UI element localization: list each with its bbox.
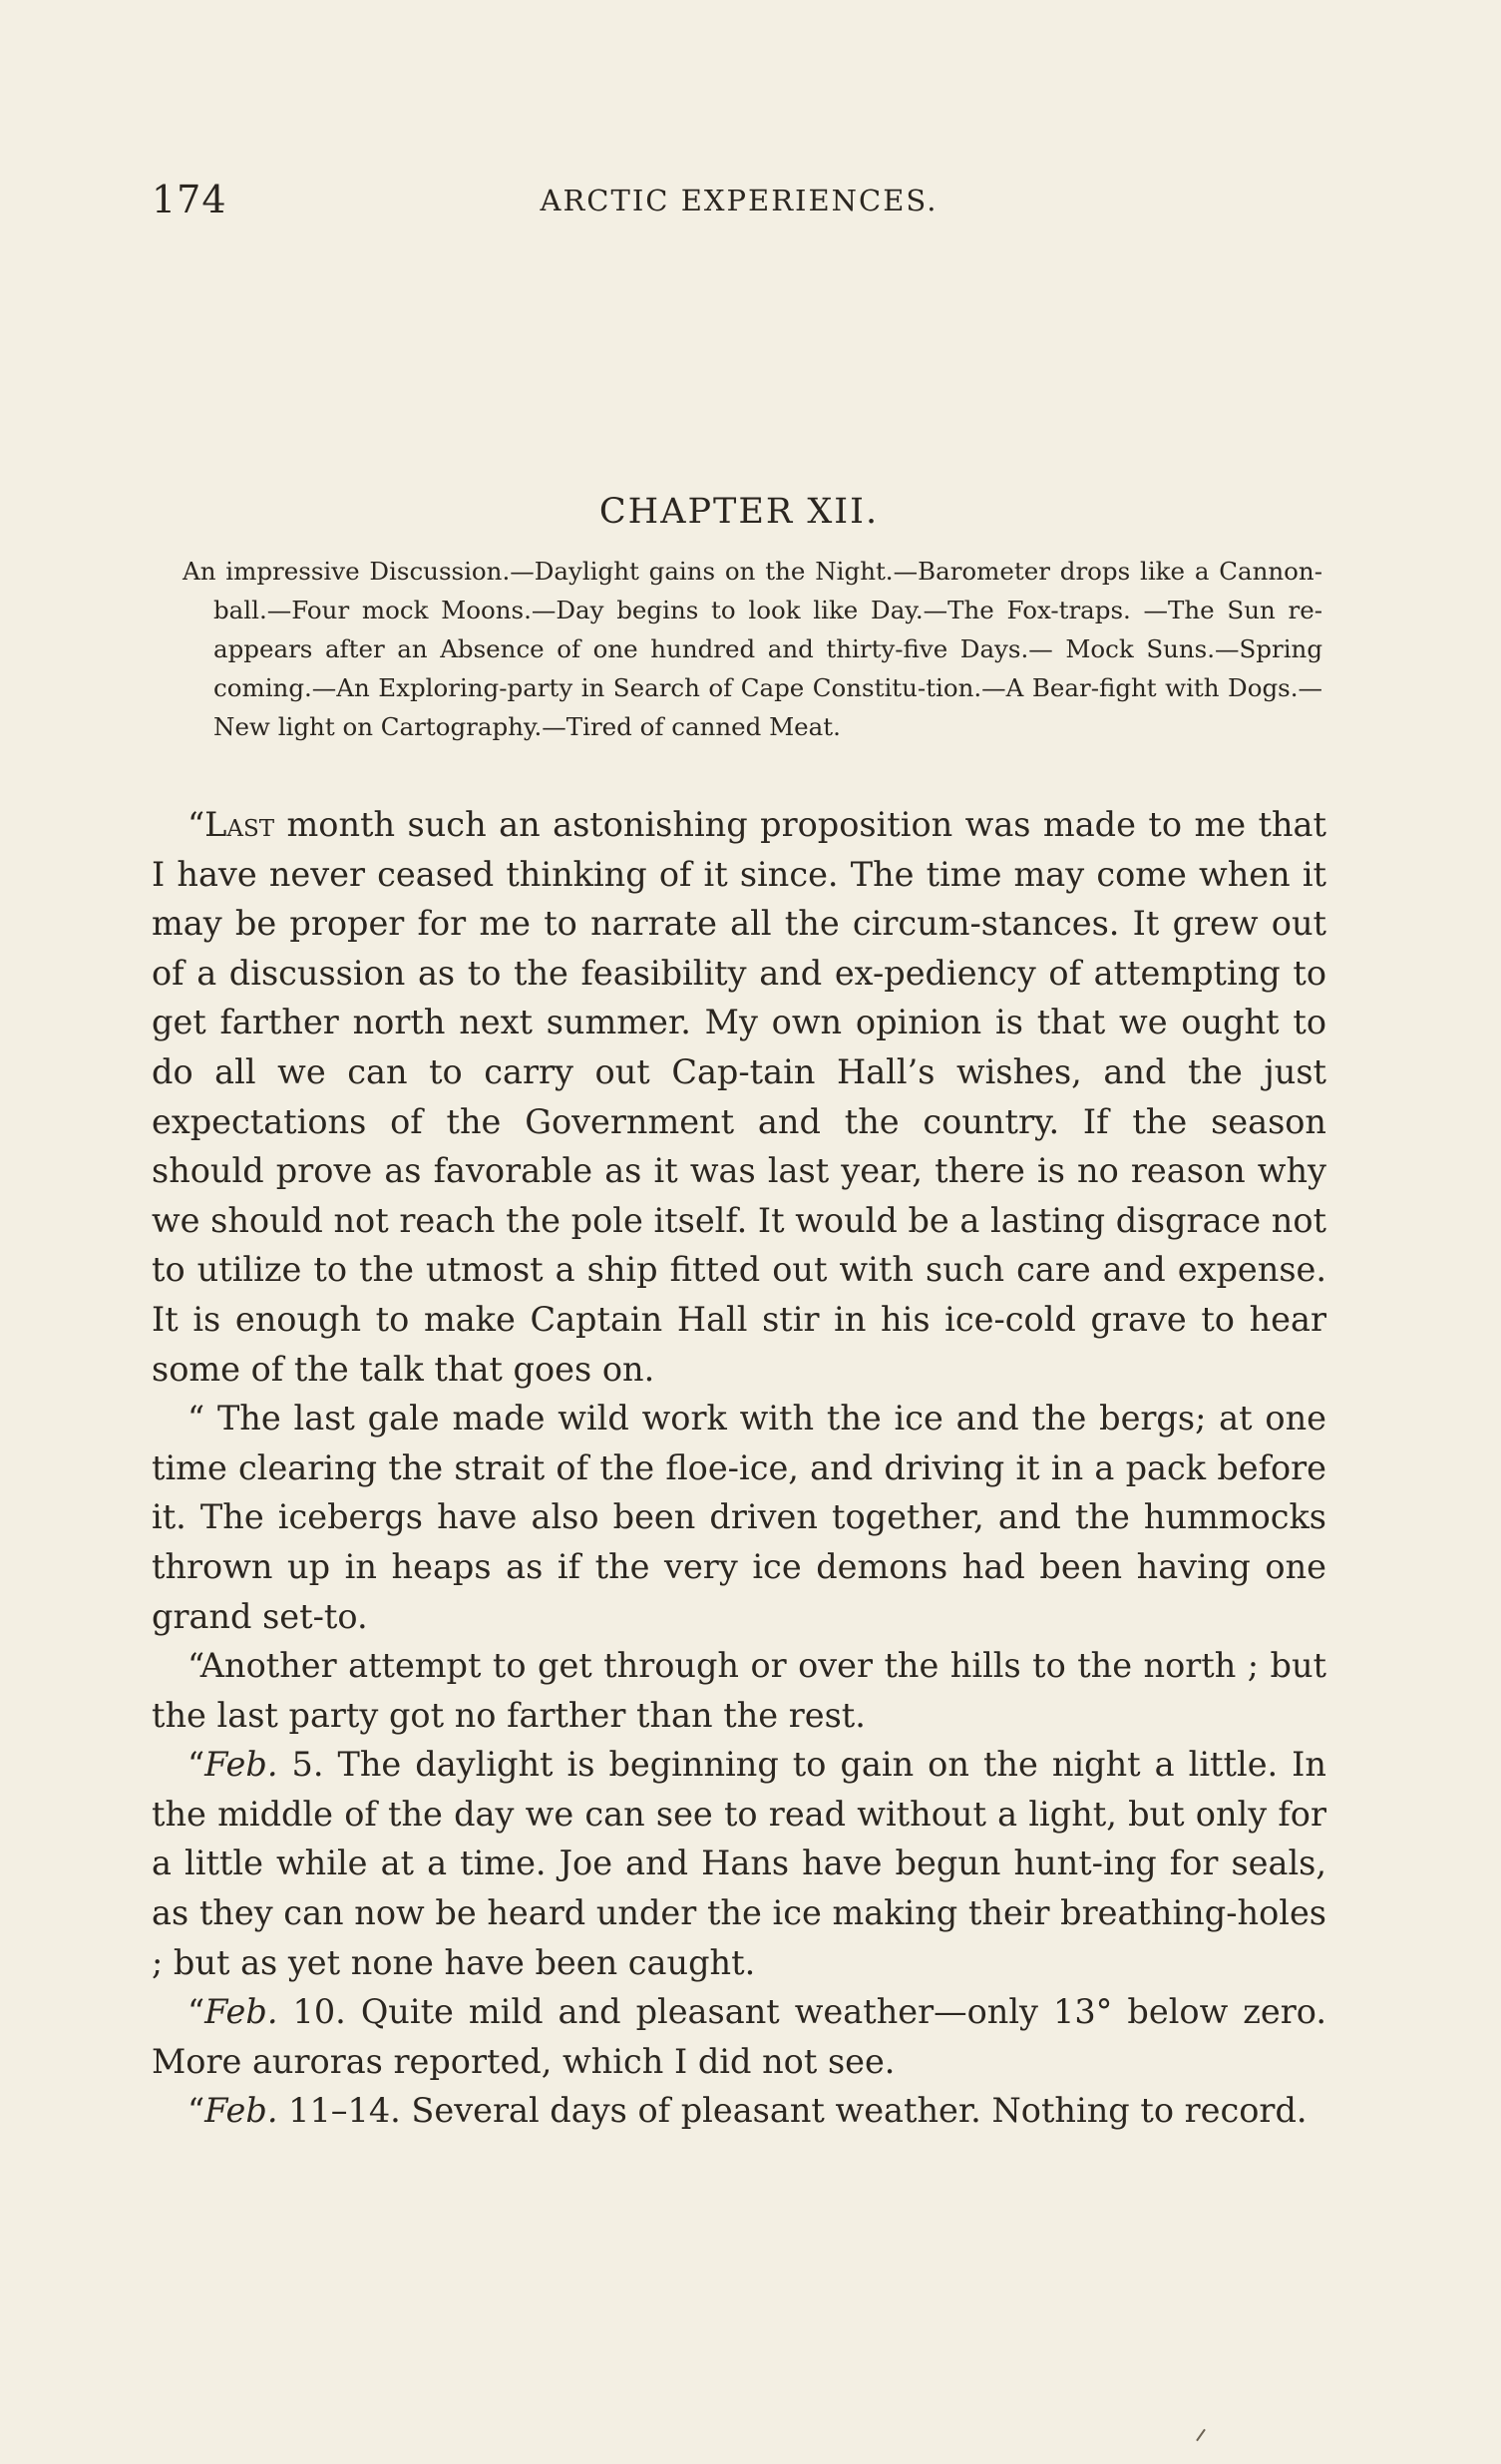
paragraph (152, 1987, 1326, 2086)
quote-mark: “ (188, 1745, 205, 1785)
quote-mark: “ (188, 2091, 205, 2131)
chapter-title: CHAPTER XII. (598, 492, 880, 532)
paragraph: “ The last gale made wild work with the ice and the bergs; at one time clearing the strait of the floe-ice, and driving it in a pack before it. The icebergs have also been driven together, and the hummocks thrown up in heaps as if the very ice demons had been having one grand set-to. (152, 1399, 1326, 1636)
paragraph (152, 1740, 1326, 1987)
paragraph (152, 2086, 1326, 2136)
lead-word: Last (204, 805, 275, 844)
page-header (152, 178, 1326, 227)
date-label: Feb. (204, 1745, 278, 1785)
quote-mark: “ (188, 1992, 205, 2032)
running-title: ARCTIC EXPERIENCES. (540, 184, 938, 217)
paragraph: “Another attempt to get through or over the hills to the north ; but the last party got no farther than the rest. (152, 1646, 1326, 1735)
body-text (152, 800, 1326, 2136)
paragraph-text: 10. Quite mild and pleasant weather—only 13° below zero. More auroras reported, which I did not see. (152, 1992, 1326, 2081)
stray-pencil-mark (1196, 2429, 1206, 2442)
page-number: 174 (152, 178, 227, 221)
chapter-synopsis: An impressive Discussion.—Daylight gains on the Night.—Barometer drops like a Cannon-ball.—Four mock Moons.—Day begins to look like Day.—The Fox-traps. —The Sun re-appears after an Absence of one hundred and thirty-five Days.— Mock Suns.—Spring coming.—An Exploring-party in Search of Cape Constitu-tion.—A Bear-fight with Dogs.—New light on Cartography.—Tired of canned Meat. (183, 557, 1322, 741)
paragraph-text: 5. The daylight is beginning to gain on the night a little. In the middle of the day we can see to read without a light, but only for a little while at a time. Joe and Hans have begun hunt-ing for seals, as they can now be heard under the ice making their breathing-holes ; but as yet none have been caught. (152, 1745, 1326, 1982)
paragraph-text: month such an astonishing proposition was made to me that I have never ceased thinking of it since. The time may come when it may be proper for me to narrate all the circum-stances. It grew out of a discussion as to the feasibility and ex-pediency of attempting to get farther north next summer. My own opinion is that we ought to do all we can to carry out Cap-tain Hall’s wishes, and the just expectations of the Government and the country. If the season should prove as favorable as it was last year, there is no reason why we should not reach the pole itself. It would be a lasting disgrace not to utilize to the utmost a ship fitted out with such care and expense. It is enough to make Captain Hall stir in his ice-cold grave to hear some of the talk that goes on. (152, 805, 1326, 1389)
paragraph (152, 800, 1326, 1394)
date-label: Feb. (204, 1992, 278, 2032)
paragraph-text: 11–14. Several days of pleasant weather. Nothing to record. (277, 2091, 1308, 2131)
date-label: Feb. (204, 2091, 278, 2131)
quote-mark: “ (188, 805, 205, 844)
